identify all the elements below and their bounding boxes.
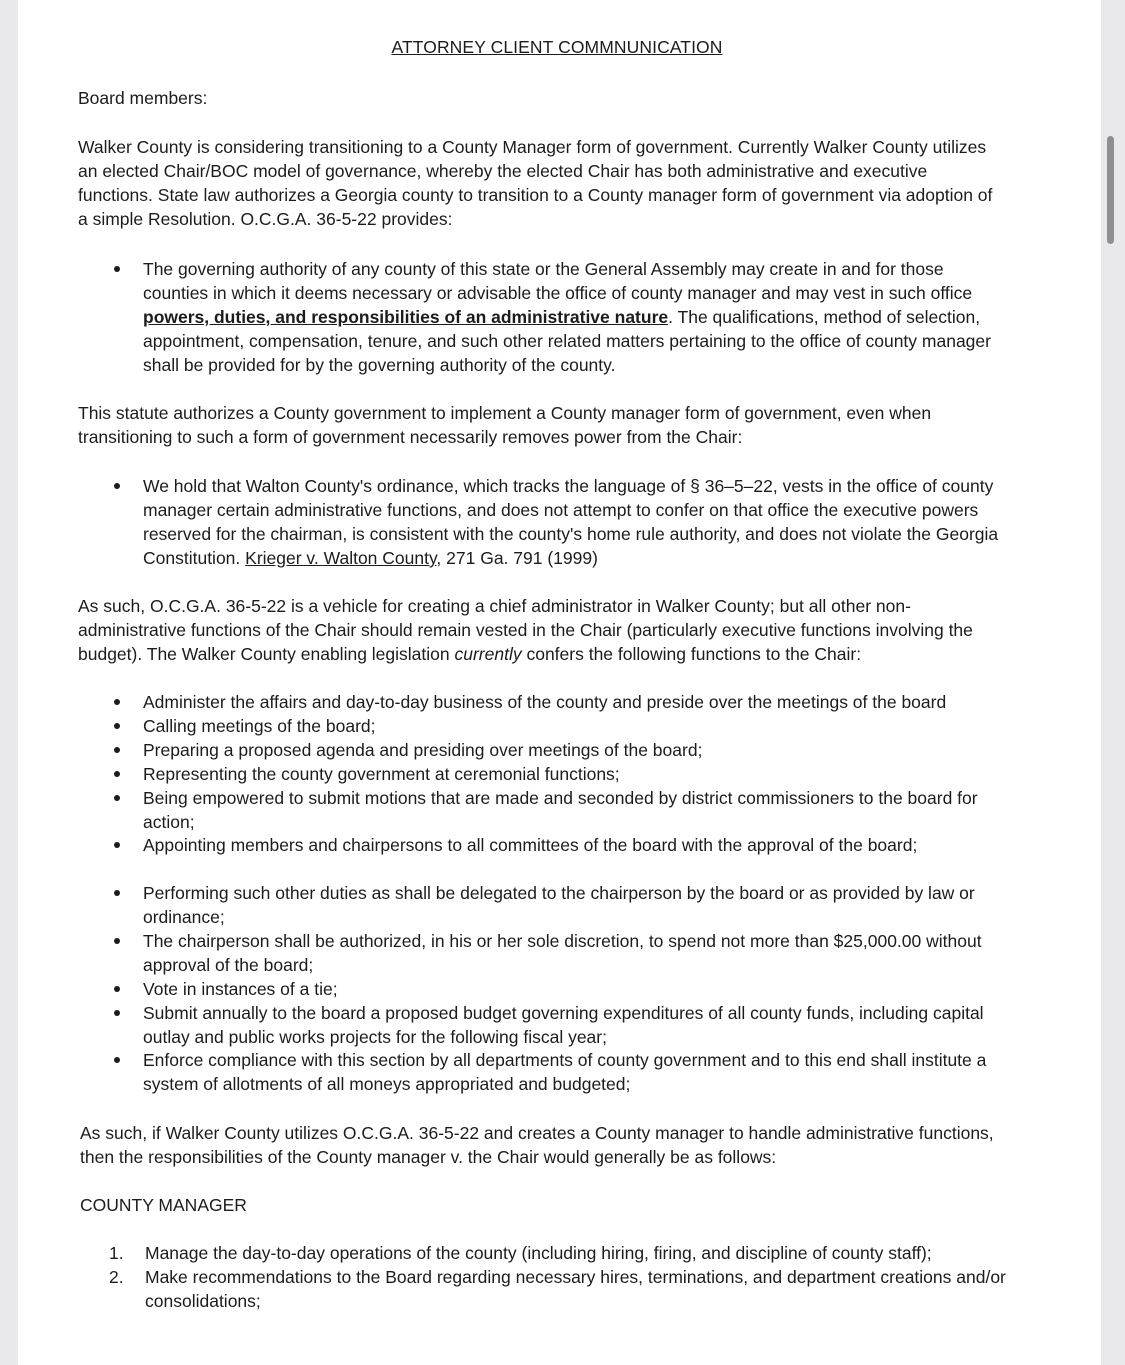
salutation: Board members:: [78, 88, 208, 108]
case-name: Krieger v. Walton County: [245, 548, 437, 568]
statute-paragraph: This statute authorizes a County government to implement a County manager form of government, even when transitioning to such a form of government necessarily removes power from the Chair:: [78, 403, 932, 447]
such-paragraph: As such, O.C.G.A. 36-5-22 is a vehicle for creating a chief administrator in Walker County; but all other non- administrative functions of the Chair should remain vested in the Chair (particularly executive functions involving the budget). The Walker County enabling legislation currently confers the following functions to the Chair:: [78, 596, 973, 664]
list-item: Being empowered to submit motions that are made and seconded by district commissioners to the board for action;: [143, 788, 978, 832]
emphasized-phrase: powers, duties, and responsibilities of an administrative nature: [143, 307, 669, 327]
list-item: The chairperson shall be authorized, in his or her sole discretion, to spend not more than $25,000.00 without approval of the board;: [143, 931, 982, 975]
document-title: ATTORNEY CLIENT COMMNUNICATION: [391, 37, 723, 57]
intro-paragraph: Walker County is considering transitioning to a County Manager form of government. Currently Walker County utilizes an elected Chair/BOC model of governance, whereby the elected Chair has both administrative and executive functions. State law authorizes a Georgia county to transition to a County manager form of government via adoption of a simple Resolution. O.C.G.A. 36-5-22 provides:: [78, 137, 993, 229]
list-item: Calling meetings of the board;: [143, 716, 376, 736]
list-item: Enforce compliance with this section by all departments of county government and to this end shall institute a system of allotments of all moneys appropriated and budgeted;: [143, 1050, 987, 1094]
list-item: Vote in instances of a tie;: [143, 979, 338, 999]
section-heading: COUNTY MANAGER: [80, 1195, 247, 1215]
list-item: Representing the county government at ceremonial functions;: [143, 764, 620, 784]
vertical-scrollbar[interactable]: [1107, 136, 1114, 244]
list-number: 2.: [109, 1267, 124, 1287]
list-item: Submit annually to the board a proposed budget governing expenditures of all county funds, including capital outlay and public works projects for the following fiscal year;: [143, 1003, 984, 1047]
list-item: Appointing members and chairpersons to all committees of the board with the approval of the board;: [143, 835, 918, 855]
list-item: 1. Manage the day-to-day operations of the county (including hiring, firing, and discipline of county staff);: [109, 1243, 932, 1263]
list-item: Preparing a proposed agenda and presiding over meetings of the board;: [143, 740, 703, 760]
list-number: 1.: [109, 1243, 124, 1263]
case-quote-bullet: We hold that Walton County's ordinance, which tracks the language of § 36–5–22, vests in the office of county manager certain administrative functions, and does not attempt to confer on that office the executive powers reserved for the chairman, is consistent with the county's home rule authority, and does not violate the Georgia Constitution. Krieger v. Walton County, 271 Ga. 791 (1999): [143, 476, 999, 568]
list-item: Performing such other duties as shall be delegated to the chairperson by the board or as provided by law or ordinance;: [143, 883, 975, 927]
document-page: [18, 0, 1101, 1365]
statute-quote-bullet: The governing authority of any county of this state or the General Assembly may create in and for those counties in which it deems necessary or advisable the office of county manager and may vest in such office powers, duties, and responsibilities of an administrative nature. The qualifications, method of selection, appointment, compensation, tenure, and such other related matters pertaining to the office of county manager shall be provided for by the governing authority of the county.: [143, 259, 991, 375]
closing-paragraph: As such, if Walker County utilizes O.C.G.A. 36-5-22 and creates a County manager to handle administrative functions, then the responsibilities of the County manager v. the Chair would generally be as follows:: [80, 1123, 994, 1167]
list-item: Administer the affairs and day-to-day business of the county and preside over the meetings of the board: [143, 692, 947, 712]
list-item: 2. Make recommendations to the Board regarding necessary hires, terminations, and department creations and/or consolidations;: [109, 1267, 1006, 1311]
